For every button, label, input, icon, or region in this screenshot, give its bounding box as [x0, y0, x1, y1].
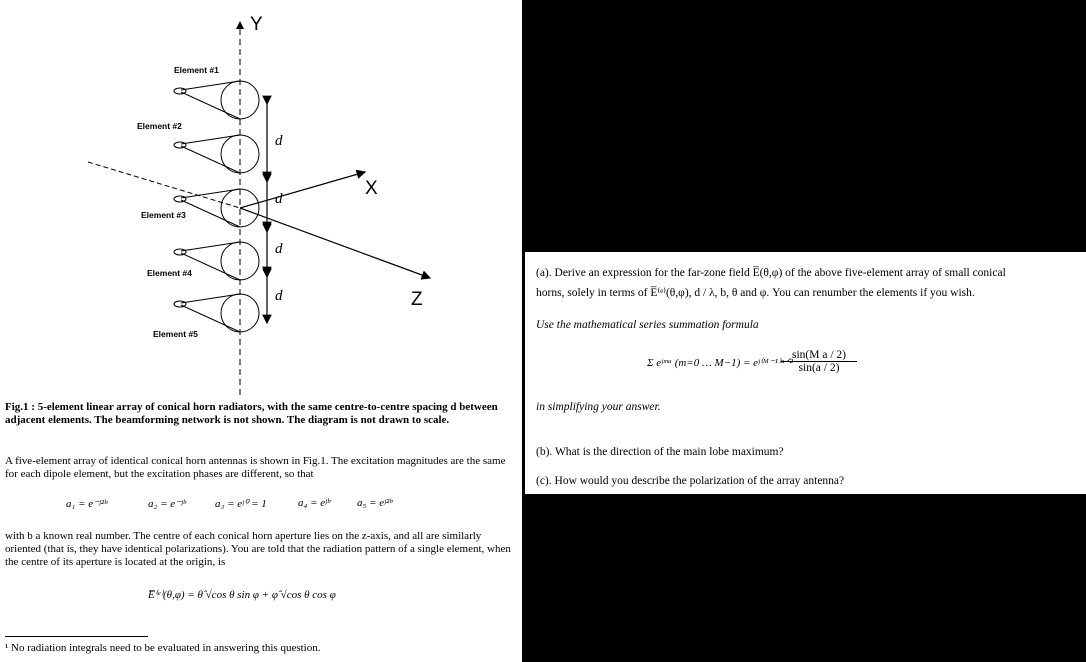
coefficient-a5: a₅ = eʲ²ᵇ — [357, 497, 393, 509]
axis-x-label: X — [365, 178, 378, 199]
axis-y-label: Y — [250, 14, 263, 35]
series-formula — [647, 346, 867, 382]
horn-element-2 — [174, 135, 259, 173]
question-a-line-1: (a). Derive an expression for the far-zone field E̅(θ,φ) of the above five-element array of small conical — [536, 267, 1006, 279]
figure-caption: Fig.1 : 5-element linear array of conical horn radiators, with the same centre-to-centre spacing d between adjacent elements. The beamforming network is not shown. The diagram is not drawn to scale. — [5, 401, 498, 426]
spacing-label-1: d — [275, 133, 283, 149]
x-axis-line — [240, 172, 365, 208]
spacing-label-2: d — [275, 191, 283, 207]
element-label-2: Element #2 — [137, 121, 182, 131]
simplify-note: in simplifying your answer. — [536, 401, 661, 413]
question-figure-panel — [0, 0, 522, 662]
question-a-line-2: horns, solely in terms of E̅⁽ᵉ⁾(θ,φ), d / λ, b, θ and φ. You can renumber the elements if you wish. — [536, 287, 975, 299]
dashed-reference-line — [88, 162, 240, 208]
questions-panel — [525, 252, 1086, 494]
footnote-divider — [5, 636, 148, 637]
horn-element-1 — [174, 81, 259, 119]
intro-paragraph-1: A five-element array of identical conical horn antennas is shown in Fig.1. The excitation magnitudes are the same for each dipole element, but the excitation phases are different, so that — [5, 455, 506, 480]
array-diagram — [0, 0, 522, 395]
coefficient-a3: a₃ = eʲ⁰ = 1 — [215, 498, 267, 510]
series-numerator: sin(M a / 2) — [781, 349, 857, 362]
spacing-label-3: d — [275, 241, 283, 257]
footnote: ¹ No radiation integrals need to be evaluated in answering this question. — [5, 642, 321, 654]
element-label-1: Element #1 — [174, 65, 219, 75]
spacing-label-4: d — [275, 288, 283, 304]
formula-hint: Use the mathematical series summation formula — [536, 319, 759, 331]
series-denominator: sin(a / 2) — [798, 362, 840, 374]
coefficient-a1: a₁ = e⁻ʲ²ᵇ — [66, 498, 108, 510]
element-label-5: Element #5 — [153, 329, 198, 339]
element-label-3: Element #3 — [141, 210, 186, 220]
intro-paragraph-2: with b a known real number. The centre of each conical horn aperture lies on the z-axis, and all are similarly oriented (that is, they have identical polarizations). You are told that the radiation pattern of a single element, when the centre of its aperture is located at the origin, is — [5, 530, 511, 568]
element-label-4: Element #4 — [147, 268, 192, 278]
series-fraction — [781, 349, 857, 374]
axis-z-label: Z — [411, 289, 423, 310]
coefficient-a4: a₄ = eʲᵇ — [298, 497, 330, 509]
question-b: (b). What is the direction of the main lobe maximum? — [536, 446, 784, 458]
question-c: (c). How would you describe the polarization of the array antenna? — [536, 475, 845, 487]
element-pattern-equation: E̅⁽ᵉ⁾(θ,φ) = θ̂ √cos θ sin φ + φ̂ √cos θ cos φ — [148, 589, 336, 601]
coefficient-a2: a₂ = e⁻ʲᵇ — [148, 498, 186, 510]
z-axis-line — [240, 208, 430, 278]
series-lhs: Σ eʲᵐᵃ (m=0 … M−1) = eʲ⁽ᴹ⁻¹⁾ᵃᐟ² — [647, 357, 793, 369]
horn-element-3 — [174, 189, 259, 227]
horn-element-5 — [174, 294, 259, 332]
